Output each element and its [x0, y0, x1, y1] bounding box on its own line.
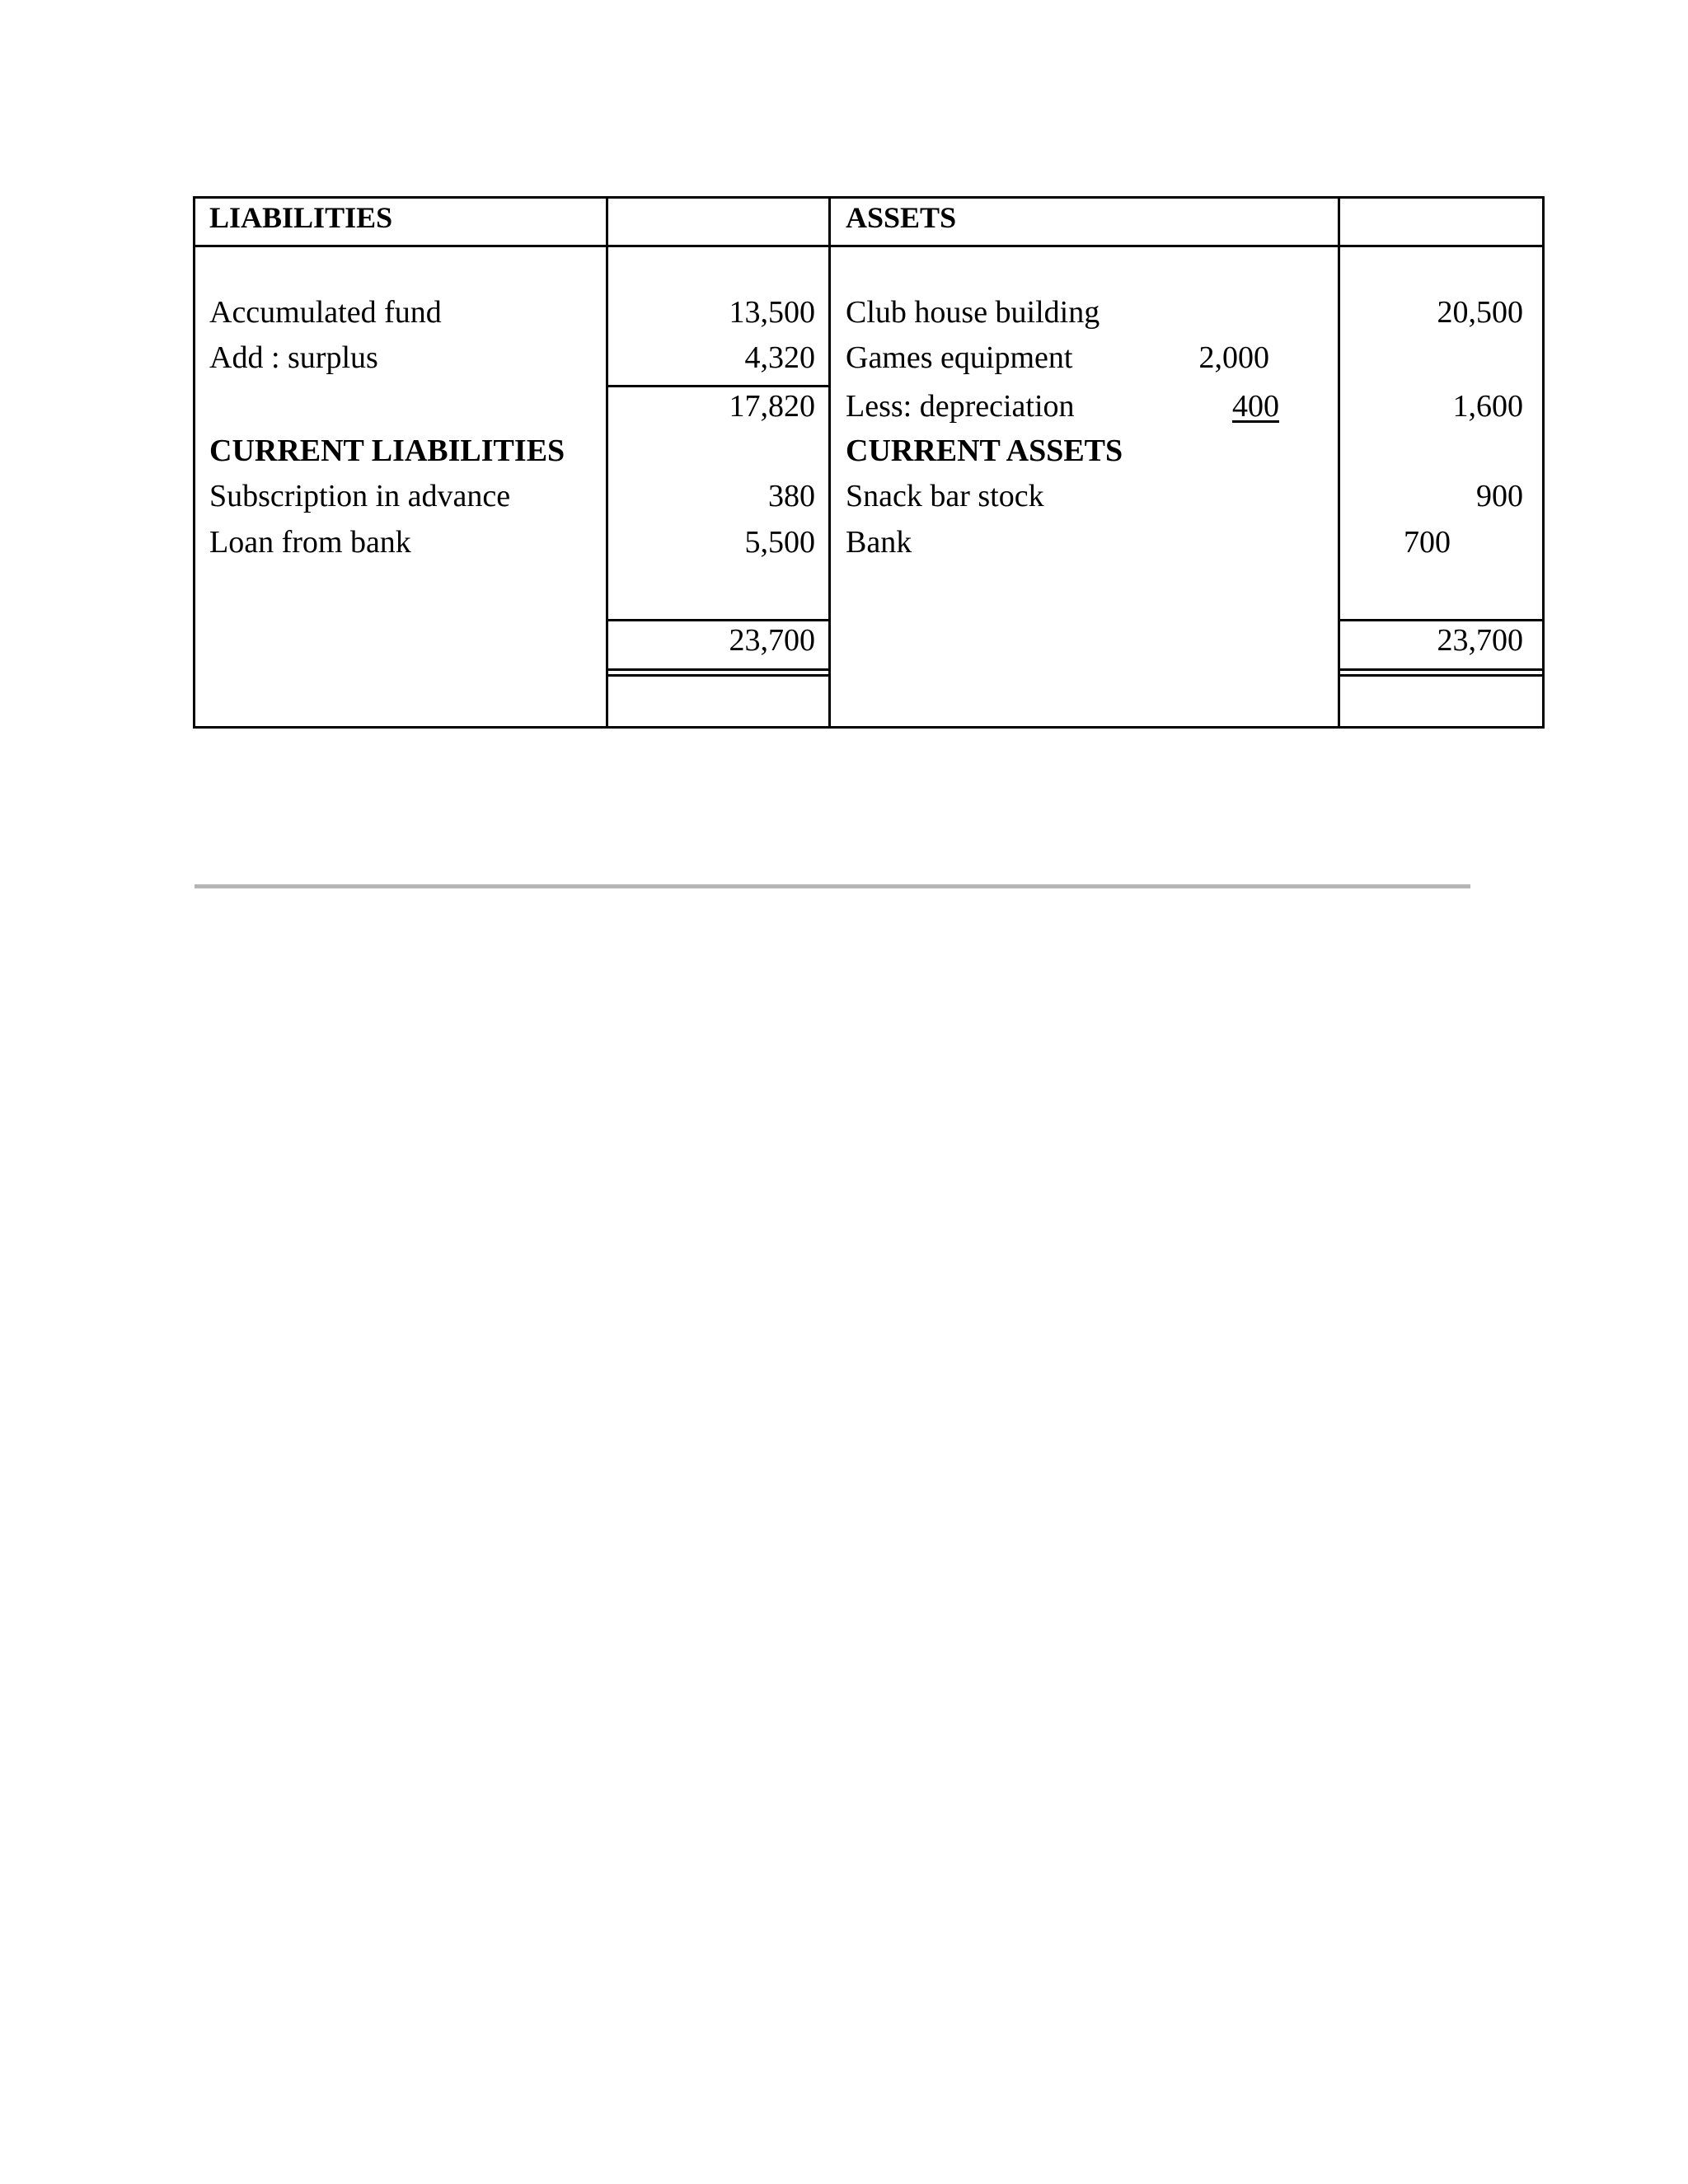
- column-divider: [606, 196, 608, 729]
- club-house-building-amount: 20,500: [1437, 295, 1523, 330]
- loan-from-bank-amount: 5,500: [744, 525, 815, 560]
- liabilities-total: 23,700: [729, 623, 815, 658]
- current-assets-header: CURRENT ASSETS: [846, 434, 1123, 468]
- add-surplus-amount: 4,320: [744, 340, 815, 375]
- accumulated-fund-label: Accumulated fund: [209, 295, 442, 330]
- total-double-rule: [1338, 674, 1545, 677]
- club-house-building-label: Club house building: [846, 295, 1100, 330]
- games-equipment-net-amount: 1,600: [1452, 389, 1523, 424]
- total-top-rule: [1338, 619, 1545, 621]
- assets-total: 23,700: [1437, 623, 1523, 658]
- games-equipment-cost: 2,000: [1198, 340, 1269, 375]
- balance-sheet-table: [193, 196, 1545, 729]
- liabilities-subtotal: 17,820: [729, 389, 815, 424]
- add-surplus-label: Add : surplus: [209, 340, 378, 375]
- subscription-in-advance-amount: 380: [768, 479, 815, 513]
- total-double-rule: [1338, 668, 1545, 671]
- subtotal-rule: [606, 385, 831, 387]
- snack-bar-stock-amount: 900: [1476, 479, 1523, 513]
- assets-header: ASSETS: [846, 201, 957, 234]
- header-divider: [193, 245, 1545, 247]
- bank-label: Bank: [846, 525, 912, 560]
- horizontal-rule: [195, 884, 1470, 888]
- total-double-rule: [606, 674, 831, 677]
- games-equipment-label: Games equipment: [846, 340, 1073, 375]
- subscription-in-advance-label: Subscription in advance: [209, 479, 511, 513]
- depreciation-amount: 400: [1232, 389, 1279, 424]
- loan-from-bank-label: Loan from bank: [209, 525, 411, 560]
- column-divider: [1338, 196, 1340, 729]
- liabilities-header: LIABILITIES: [209, 201, 393, 234]
- column-divider: [828, 196, 831, 729]
- total-double-rule: [606, 668, 831, 671]
- snack-bar-stock-label: Snack bar stock: [846, 479, 1044, 513]
- current-liabilities-header: CURRENT LIABILITIES: [209, 434, 565, 468]
- accumulated-fund-amount: 13,500: [729, 295, 815, 330]
- less-depreciation-label: Less: depreciation: [846, 389, 1075, 424]
- total-top-rule: [606, 619, 831, 621]
- bank-amount: 700: [1404, 525, 1451, 560]
